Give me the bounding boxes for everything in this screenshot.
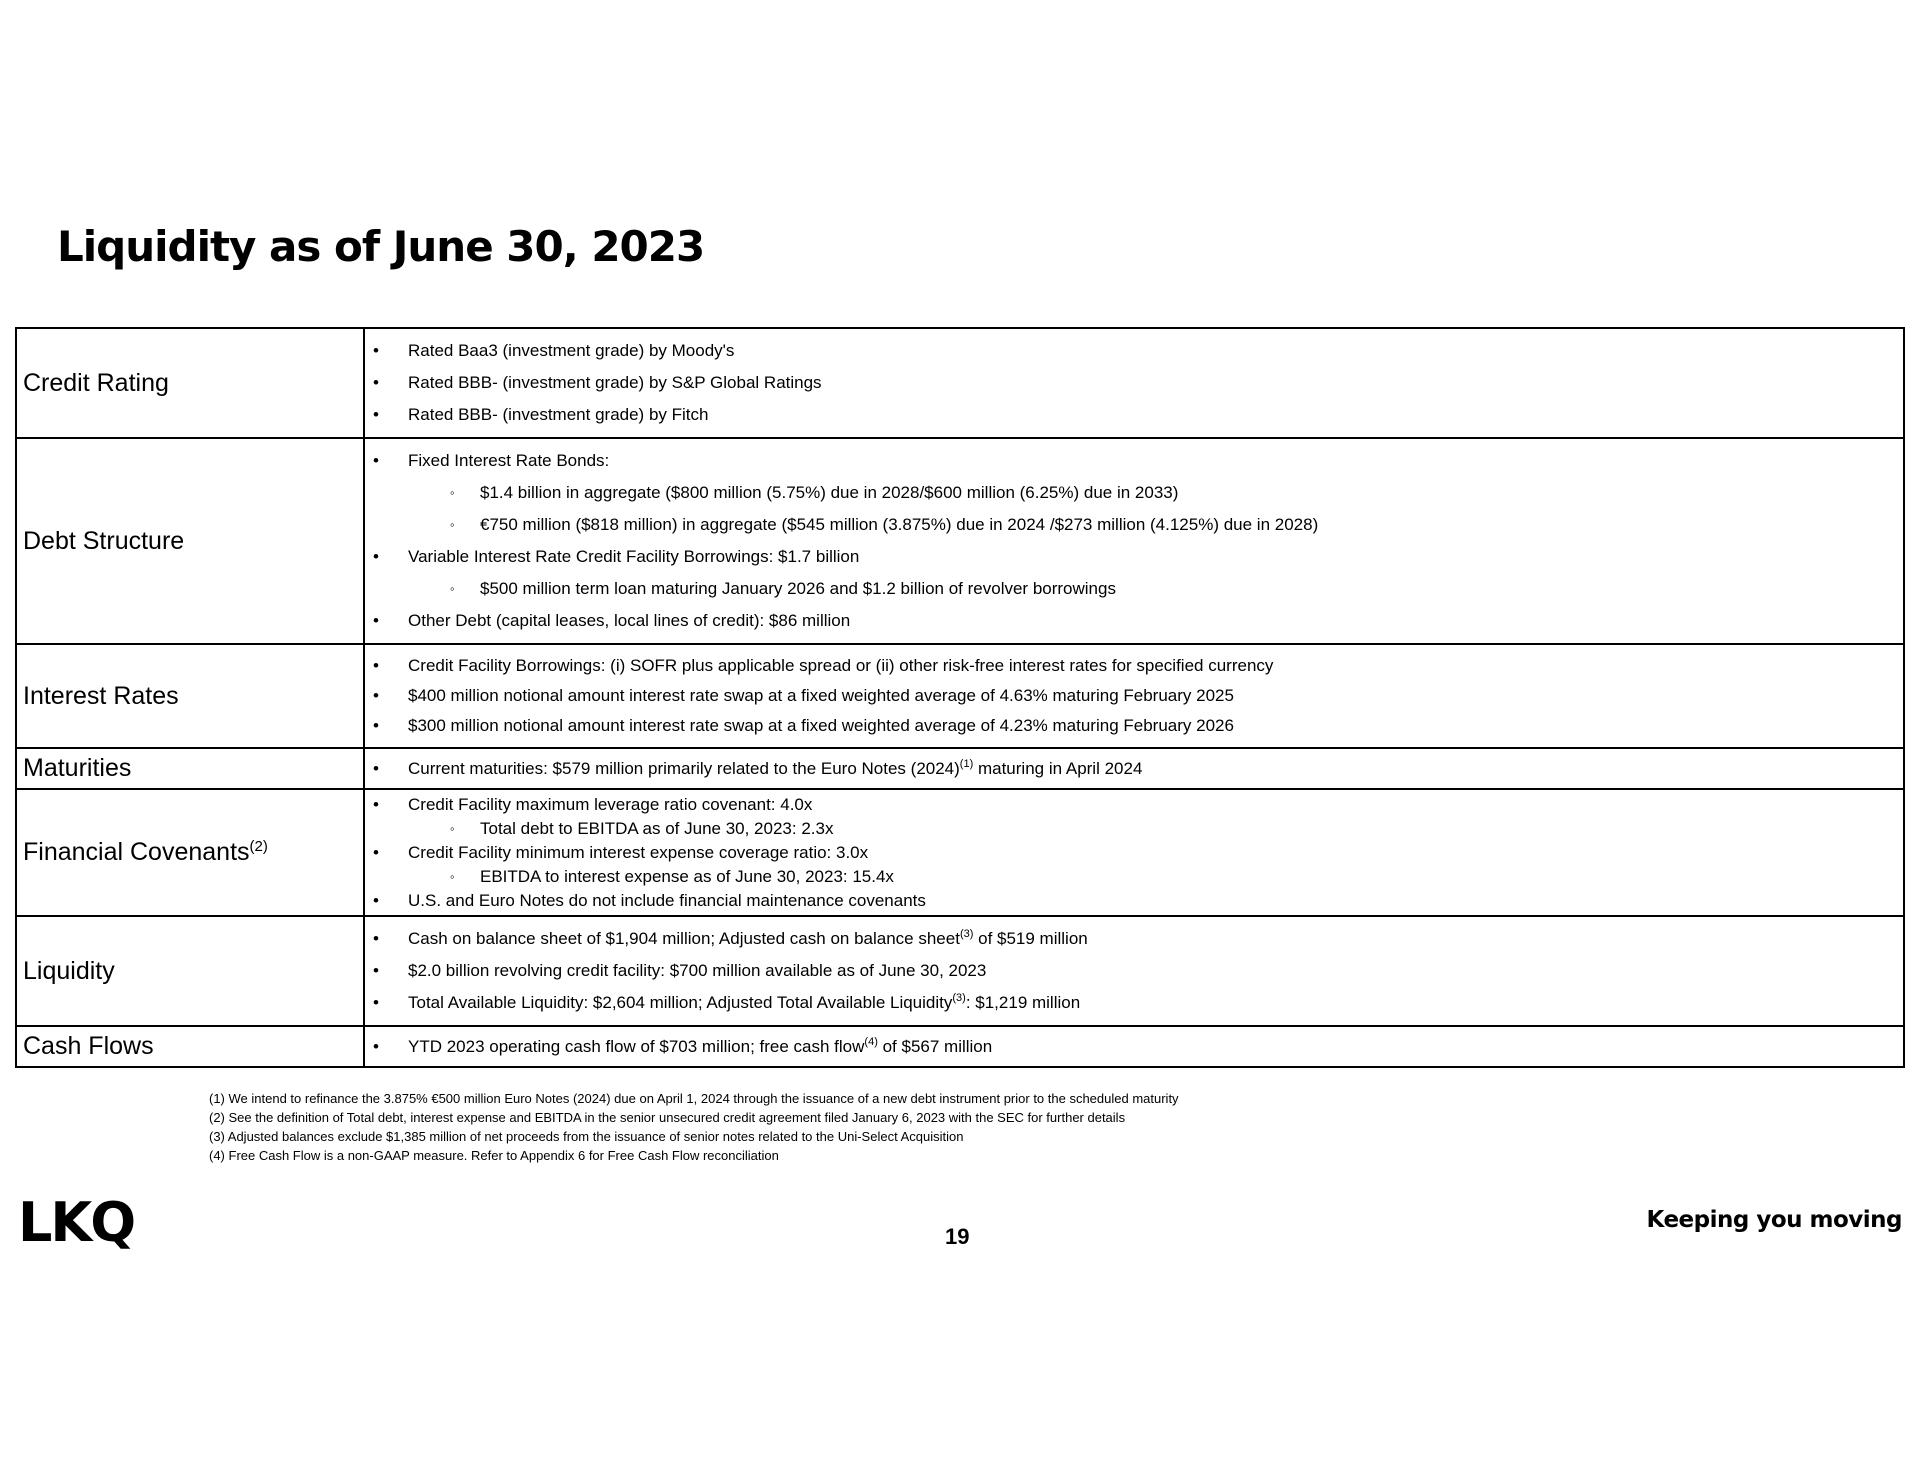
bullet-text: of $519 million (973, 929, 1088, 948)
bullet-item: • Credit Facility minimum interest expense coverage ratio: 3.0x (365, 841, 1903, 865)
page-title: Liquidity as of June 30, 2023 (57, 222, 705, 271)
bullet-item: • Fixed Interest Rate Bonds: (365, 445, 1903, 477)
row-content (364, 916, 1904, 1026)
table-row (16, 748, 1904, 789)
bullet-item: • Credit Facility maximum leverage ratio covenant: 4.0x (365, 793, 1903, 817)
bullet-text: maturing in April 2024 (973, 758, 1143, 778)
row-label (16, 789, 364, 916)
bullet-text: YTD 2023 operating cash flow of $703 million; free cash flow (408, 1036, 865, 1056)
tagline: Keeping you moving (1646, 1207, 1902, 1233)
footnote: (1) We intend to refinance the 3.875% €500 million Euro Notes (2024) due on April 1, 2024 through the issuance of a new debt instrument prior to the scheduled maturity (209, 1091, 1179, 1106)
bullet-item: • $2.0 billion revolving credit facility: $700 million available as of June 30, 2023 (365, 955, 1903, 987)
table-row (16, 644, 1904, 748)
bullet-item: • Credit Facility Borrowings: (i) SOFR plus applicable spread or (ii) other risk-free interest rates for specified currency (365, 651, 1903, 681)
bullet-item: • Variable Interest Rate Credit Facility Borrowings: $1.7 billion (365, 541, 1903, 573)
row-content (364, 644, 1904, 748)
footnote: (2) See the definition of Total debt, interest expense and EBITDA in the senior unsecured credit agreement filed January 6, 2023 with the SEC for further details (209, 1110, 1126, 1125)
row-label: Maturities (16, 748, 364, 789)
bullet-item: • $400 million notional amount interest rate swap at a fixed weighted average of 4.63% maturing February 2025 (365, 681, 1903, 711)
footnote-ref: (3) (952, 992, 966, 1004)
table-row (16, 438, 1904, 644)
row-label: Cash Flows (16, 1026, 364, 1067)
sub-bullet-item: ◦ Total debt to EBITDA as of June 30, 2023: 2.3x (365, 817, 1903, 841)
lkq-logo: LKQ (18, 1191, 135, 1254)
table-row (16, 916, 1904, 1026)
row-label-text: Financial Covenants (23, 838, 250, 866)
bullet-item: • Other Debt (capital leases, local lines of credit): $86 million (365, 605, 1903, 637)
footnotes (209, 1089, 1179, 1165)
bullet-item (365, 754, 1903, 784)
sub-bullet-item: ◦ EBITDA to interest expense as of June 30, 2023: 15.4x (365, 865, 1903, 889)
row-label: Interest Rates (16, 644, 364, 748)
row-label: Debt Structure (16, 438, 364, 644)
bullet-text: Total Available Liquidity: $2,604 million; Adjusted Total Available Liquidity (408, 993, 953, 1012)
table-row (16, 789, 1904, 916)
bullet-item (365, 1032, 1903, 1062)
row-content (364, 1026, 1904, 1067)
liquidity-table (15, 327, 1905, 1068)
footnote-ref: (2) (249, 838, 268, 855)
bullet-text: Cash on balance sheet of $1,904 million; Adjusted cash on balance sheet (408, 929, 960, 948)
bullet-item: • Rated BBB- (investment grade) by Fitch (365, 399, 1903, 431)
row-label: Credit Rating (16, 328, 364, 438)
bullet-item: • $300 million notional amount interest rate swap at a fixed weighted average of 4.23% maturing February 2026 (365, 711, 1903, 741)
row-content (364, 748, 1904, 789)
footnote: (4) Free Cash Flow is a non-GAAP measure. Refer to Appendix 6 for Free Cash Flow reconciliation (209, 1148, 779, 1163)
bullet-text: Current maturities: $579 million primarily related to the Euro Notes (2024) (408, 758, 960, 778)
table-row (16, 1026, 1904, 1067)
page-number: 19 (945, 1224, 970, 1249)
bullet-item (365, 987, 1903, 1019)
bullet-item: • U.S. and Euro Notes do not include financial maintenance covenants (365, 889, 1903, 913)
bullet-text: : $1,219 million (965, 993, 1081, 1012)
footnote: (3) Adjusted balances exclude $1,385 million of net proceeds from the issuance of senior notes related to the Uni-Select Acquisition (209, 1129, 964, 1144)
bullet-text: of $567 million (877, 1036, 993, 1056)
bullet-item: • Rated BBB- (investment grade) by S&P Global Ratings (365, 367, 1903, 399)
footnote-ref: (1) (959, 757, 974, 770)
footnote-ref: (4) (864, 1035, 878, 1048)
sub-bullet-item: ◦ $500 million term loan maturing January 2026 and $1.2 billion of revolver borrowings (365, 573, 1903, 605)
row-content (364, 789, 1904, 916)
bullet-item: • Rated Baa3 (investment grade) by Moody's (365, 335, 1903, 367)
bullet-item (365, 923, 1903, 955)
footnote-ref: (3) (959, 928, 974, 940)
row-content (364, 328, 1904, 438)
sub-bullet-item: ◦ $1.4 billion in aggregate ($800 million (5.75%) due in 2028/$600 million (6.25%) due in 2033) (365, 477, 1903, 509)
table-row (16, 328, 1904, 438)
row-label: Liquidity (16, 916, 364, 1026)
sub-bullet-item: ◦ €750 million ($818 million) in aggregate ($545 million (3.875%) due in 2024 /$273 million (4.125%) due in 2028) (365, 509, 1903, 541)
row-content (364, 438, 1904, 644)
